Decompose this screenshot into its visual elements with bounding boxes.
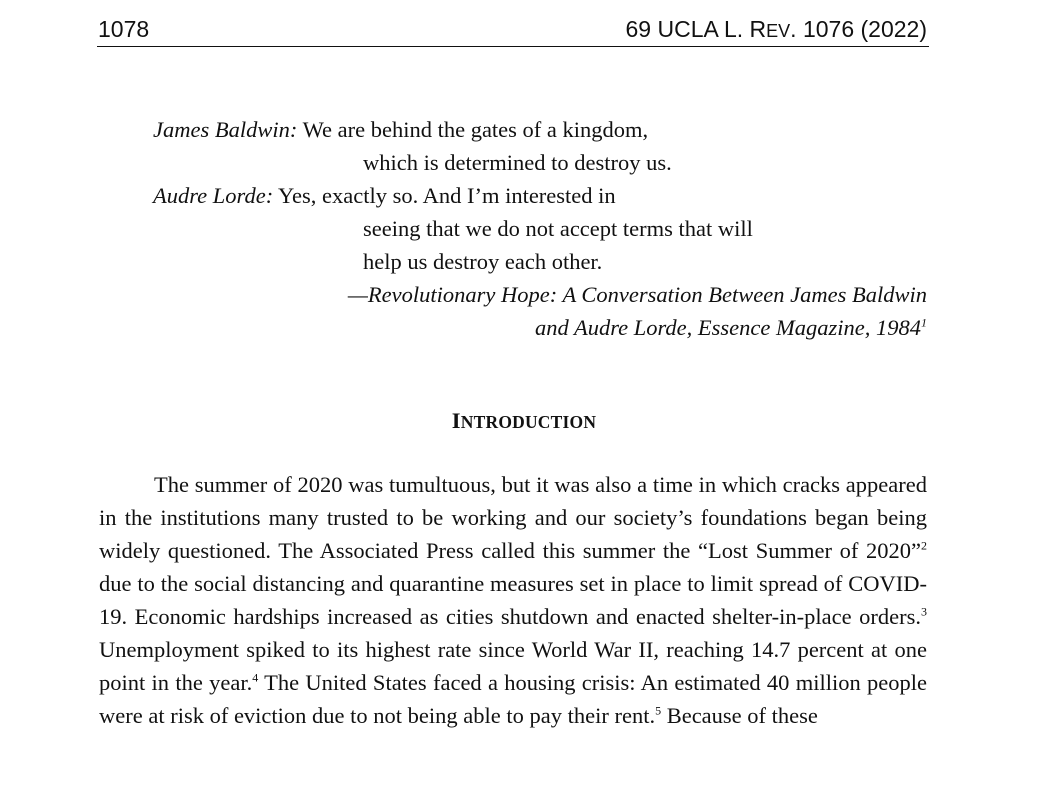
epigraph-line: seeing that we do not accept terms that will <box>363 216 753 241</box>
heading-initial: I <box>451 408 461 433</box>
paragraph-text: due to the social distancing and quarantine measures set in place to limit spread of COVID-19. Economic hardships increased as cities shutdown and enacted shelter-in-place orders. <box>99 571 927 629</box>
paragraph-text: Unemployment spiked to its highest rate since World War II, reaching 14.7 percent at one point in the year. <box>99 637 927 695</box>
epigraph-source: —Revolutionary Hope: A Conversation Between James Baldwin <box>347 282 927 307</box>
epigraph-source <box>535 311 927 344</box>
speaker-name: James Baldwin: <box>153 117 298 142</box>
page-number: 1078 <box>98 16 150 42</box>
epigraph-line: help us destroy each other. <box>363 249 603 274</box>
journal-citation <box>626 16 927 43</box>
footnote-ref[interactable]: 4 <box>252 670 259 685</box>
running-header <box>97 14 929 47</box>
quote-text: Yes, exactly so. And I’m interested in <box>273 183 616 208</box>
heading-small-caps: NTRODUCTION <box>460 412 597 432</box>
body-paragraph <box>99 468 927 732</box>
citation-small-caps: EV <box>766 21 791 41</box>
quote-text: We are behind the gates of a kingdom, <box>297 117 649 142</box>
epigraph-line: which is determined to destroy us. <box>363 150 672 175</box>
source-text: and Audre Lorde, Essence Magazine, 1984 <box>535 315 921 340</box>
citation-year: . 1076 (2022) <box>790 16 927 42</box>
footnote-ref[interactable]: 5 <box>655 703 662 718</box>
footnote-ref[interactable]: 1 <box>921 315 927 330</box>
epigraph-line <box>153 179 616 212</box>
paragraph-text: The summer of 2020 was tumultuous, but it was also a time in which cracks appeared in the institutions many trusted to be working and our society’s foundations began being widely questioned. The Associated Press called this summer the “Lost Summer of 2020” <box>99 472 927 563</box>
paragraph-text: The United States faced a housing crisis: An estimated 40 million people were at risk of eviction due to not being able to pay their rent. <box>99 670 927 728</box>
epigraph-line <box>153 113 648 146</box>
paragraph-text: Because of these <box>661 703 818 728</box>
speaker-name: Audre Lorde: <box>153 183 274 208</box>
footnote-ref[interactable]: 2 <box>921 538 927 553</box>
footnote-ref[interactable]: 3 <box>921 604 927 619</box>
citation-text: 69 UCLA L. R <box>625 16 767 42</box>
section-heading <box>0 408 1048 434</box>
